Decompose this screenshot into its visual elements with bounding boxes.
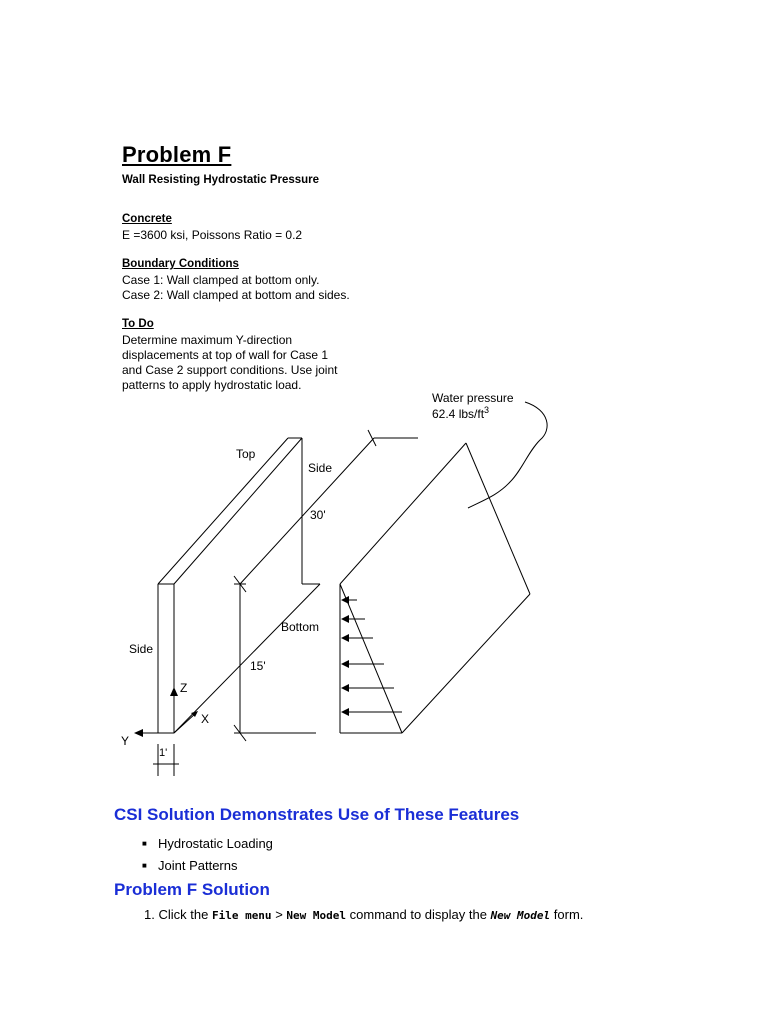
side-label-left: Side	[129, 642, 154, 656]
todo-line-1: Determine maximum Y-direction	[122, 333, 293, 347]
feature-item-text: Hydrostatic Loading	[158, 835, 273, 851]
features-heading: CSI Solution Demonstrates Use of These Features	[114, 805, 520, 824]
features-list	[142, 832, 273, 876]
file-menu-ref: File menu	[211, 909, 272, 922]
dimension-30-label: 30'	[310, 508, 326, 522]
boundary-line-case1: Case 1: Wall clamped at bottom only.	[122, 273, 320, 287]
load-arrows	[348, 600, 402, 712]
bullet-icon: ■	[142, 860, 147, 870]
water-pressure-label: Water pressure	[432, 391, 514, 405]
boundary-heading: Boundary Conditions	[122, 258, 239, 270]
dimension-1-label: 1'	[159, 747, 168, 759]
todo-heading: To Do	[122, 318, 154, 330]
dimension-30	[240, 430, 418, 584]
water-pressure-value-text: 62.4 lbs/ft	[432, 407, 485, 421]
step-separator: >	[275, 907, 283, 922]
page-title: Problem F	[122, 142, 232, 167]
concrete-heading: Concrete	[122, 213, 172, 225]
pressure-prism	[340, 443, 530, 733]
axis-y-label: Y	[121, 734, 130, 748]
new-model-form-ref: New Model	[490, 909, 551, 922]
todo-line-3: and Case 2 support conditions. Use joint	[122, 363, 338, 377]
axis-x-label: X	[201, 712, 210, 726]
todo-line-4: patterns to apply hydrostatic load.	[122, 378, 302, 392]
solution-heading: Problem F Solution	[114, 880, 270, 899]
list-item	[142, 854, 273, 876]
new-model-command-ref: New Model	[286, 909, 347, 922]
concrete-line: E =3600 ksi, Poissons Ratio = 0.2	[122, 228, 303, 242]
side-label-right: Side	[308, 461, 333, 475]
top-label: Top	[236, 447, 256, 461]
bottom-label: Bottom	[281, 620, 320, 634]
step-text-c: form.	[553, 907, 584, 922]
water-pressure-exponent: 3	[484, 405, 490, 415]
page-subtitle: Wall Resisting Hydrostatic Pressure	[122, 174, 320, 186]
list-item	[142, 832, 273, 854]
solution-step-1	[144, 907, 583, 922]
feature-item-text: Joint Patterns	[158, 857, 238, 873]
water-pressure-value	[432, 405, 489, 421]
dimension-15-label: 15'	[250, 659, 266, 673]
axes	[140, 695, 196, 733]
bullet-icon: ■	[142, 838, 147, 848]
step-text-b: command to display the	[349, 907, 487, 922]
boundary-line-case2: Case 2: Wall clamped at bottom and sides.	[122, 288, 350, 302]
step-text-a: Click the	[158, 907, 209, 922]
todo-line-2: displacements at top of wall for Case 1	[122, 348, 329, 362]
axis-z-label: Z	[180, 681, 188, 695]
step-number: 1.	[144, 907, 155, 922]
